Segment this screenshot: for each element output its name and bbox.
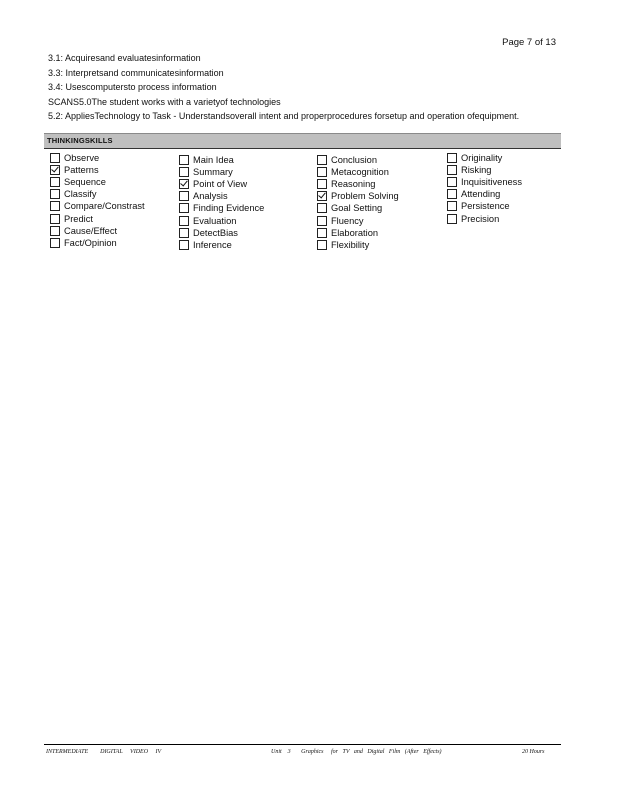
skill-item[interactable] — [50, 212, 145, 224]
skill-label: Flexibility — [331, 239, 370, 250]
skills-column-3 — [317, 154, 399, 251]
skill-label: Fluency — [331, 215, 364, 226]
skill-item[interactable] — [179, 239, 264, 251]
skill-item[interactable] — [447, 176, 522, 188]
skill-label: Persistence — [461, 201, 510, 212]
checkbox[interactable] — [50, 238, 60, 248]
checkbox[interactable] — [179, 155, 189, 165]
skill-label: Elaboration — [331, 227, 379, 238]
page-number: Page 7 of 13 — [502, 37, 556, 48]
skill-item[interactable] — [179, 227, 264, 239]
checkbox[interactable] — [179, 203, 189, 213]
skill-label: Sequence — [64, 177, 106, 188]
skill-item[interactable] — [50, 164, 145, 176]
skill-item[interactable] — [447, 212, 522, 224]
checkbox[interactable] — [447, 153, 457, 163]
skill-label: DetectBias — [193, 227, 238, 238]
checkbox[interactable] — [50, 177, 60, 187]
skill-item[interactable] — [50, 176, 145, 188]
skill-item[interactable] — [317, 166, 399, 178]
skill-item[interactable] — [179, 166, 264, 178]
skill-label: Observe — [64, 153, 100, 164]
skill-label: Problem Solving — [331, 191, 399, 202]
thinking-skills-header — [44, 133, 561, 149]
skill-item[interactable] — [50, 225, 145, 237]
checkbox[interactable] — [317, 203, 327, 213]
checkbox[interactable] — [317, 240, 327, 250]
skill-item[interactable] — [317, 202, 399, 214]
skill-item[interactable] — [179, 214, 264, 226]
skill-label: Predict — [64, 213, 93, 224]
checkbox[interactable] — [50, 201, 60, 211]
standard-line: 5.2: AppliesTechnology to Task - Understandsoverall intent and properprocedures forsetup and operation ofequipment. — [48, 111, 520, 122]
checkbox[interactable] — [317, 155, 327, 165]
standard-line: 3.3: Interpretsand communicatesinformation — [48, 67, 224, 78]
checkbox[interactable] — [317, 216, 327, 226]
checkbox[interactable] — [447, 201, 457, 211]
skill-label: Metacognition — [331, 167, 389, 178]
skill-item[interactable] — [317, 239, 399, 251]
checkbox[interactable] — [50, 214, 60, 224]
skill-label: Risking — [461, 165, 492, 176]
footer-hours: 20 Hours — [522, 749, 545, 755]
skill-item[interactable] — [317, 190, 399, 202]
skills-column-2 — [179, 154, 264, 251]
skill-label: Inference — [193, 239, 232, 250]
checkbox[interactable] — [317, 228, 327, 238]
skill-item[interactable] — [317, 178, 399, 190]
checkbox[interactable] — [447, 214, 457, 224]
skill-item[interactable] — [317, 154, 399, 166]
skill-label: Cause/Effect — [64, 225, 118, 236]
checkbox[interactable] — [179, 228, 189, 238]
standard-line: 3.1: Acquiresand evaluatesinformation — [48, 53, 201, 63]
footer-course: INTERMEDIATE DIGITAL VIDEO IV — [46, 749, 162, 755]
skill-item[interactable] — [179, 190, 264, 202]
checkbox[interactable] — [317, 167, 327, 177]
skill-item[interactable] — [50, 237, 145, 249]
checkbox[interactable] — [317, 179, 327, 189]
skill-label: Analysis — [193, 191, 228, 202]
skill-label: Attending — [461, 189, 501, 200]
skill-label: Conclusion — [331, 155, 377, 166]
skill-label: Reasoning — [331, 179, 376, 190]
skill-label: Main Idea — [193, 155, 234, 166]
skill-item[interactable] — [317, 227, 399, 239]
skill-label: Precision — [461, 213, 500, 224]
skill-item[interactable] — [179, 154, 264, 166]
footer-unit: Unit 3 Graphics for TV and Digital Film (After Effects) — [271, 749, 442, 755]
skill-label: Goal Setting — [331, 203, 383, 214]
skill-label: Finding Evidence — [193, 203, 265, 214]
skill-label: Point of View — [193, 179, 248, 190]
checkbox[interactable] — [50, 226, 60, 236]
checkbox[interactable] — [50, 165, 60, 175]
skill-item[interactable] — [50, 152, 145, 164]
standard-line: 3.4: Usescomputersto process information — [48, 82, 217, 93]
skill-label: Evaluation — [193, 215, 237, 226]
checkbox[interactable] — [447, 165, 457, 175]
skill-label: Compare/Constrast — [64, 201, 145, 212]
skill-item[interactable] — [447, 164, 522, 176]
standard-line: SCANS5.0The student works with a varietyof technologies — [48, 96, 281, 107]
skills-column-4 — [447, 152, 522, 225]
skill-item[interactable] — [179, 202, 264, 214]
section-title: THINKINGSKILLS — [47, 136, 113, 145]
skill-item[interactable] — [317, 214, 399, 226]
checkbox[interactable] — [447, 177, 457, 187]
skills-column-1 — [50, 152, 145, 249]
checkbox[interactable] — [179, 191, 189, 201]
skill-label: Summary — [193, 167, 233, 178]
checkbox[interactable] — [447, 189, 457, 199]
skill-label: Fact/Opinion — [64, 237, 117, 248]
checkbox[interactable] — [179, 179, 189, 189]
checkbox[interactable] — [179, 167, 189, 177]
skill-label: Inquisitiveness — [461, 177, 522, 188]
checkbox[interactable] — [50, 189, 60, 199]
skill-item[interactable] — [447, 188, 522, 200]
skill-label: Classify — [64, 189, 97, 200]
skill-item[interactable] — [447, 200, 522, 212]
skill-label: Patterns — [64, 165, 99, 176]
standards-list — [48, 51, 568, 124]
checkbox[interactable] — [179, 240, 189, 250]
checkbox[interactable] — [179, 216, 189, 226]
skill-item[interactable] — [179, 178, 264, 190]
skill-label: Originality — [461, 153, 503, 164]
checkbox[interactable] — [50, 153, 60, 163]
skill-item[interactable] — [50, 200, 145, 212]
skill-item[interactable] — [50, 188, 145, 200]
checkbox[interactable] — [317, 191, 327, 201]
skill-item[interactable] — [447, 152, 522, 164]
footer-rule — [44, 744, 561, 745]
